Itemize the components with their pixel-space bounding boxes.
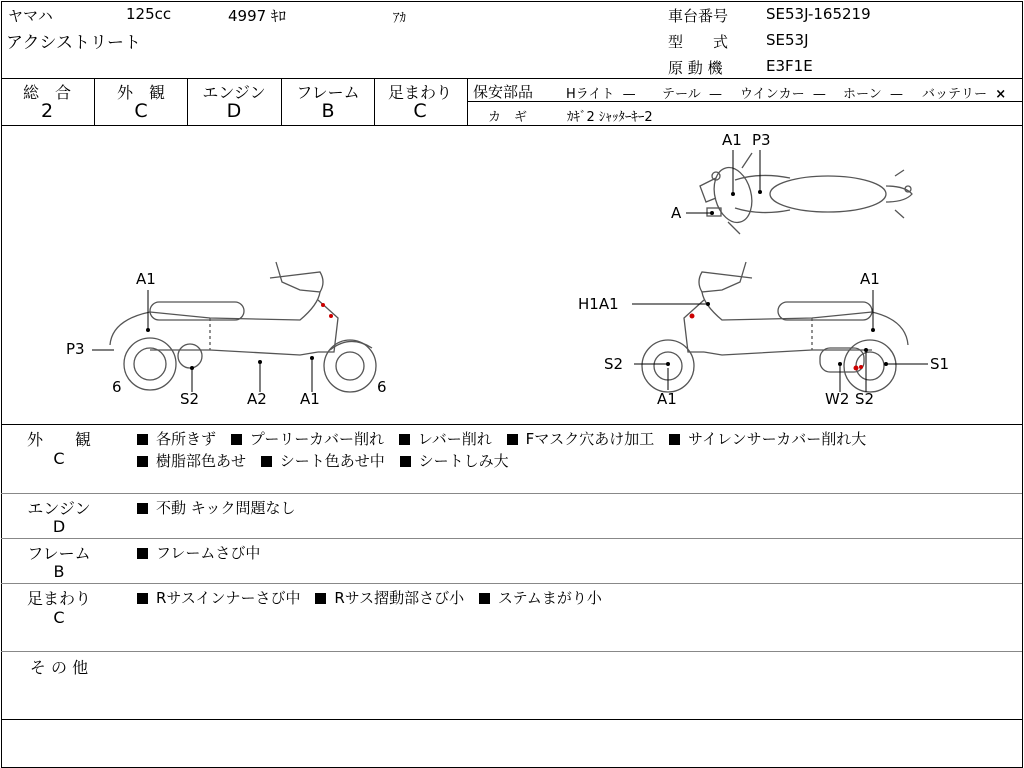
maker: ヤマハ [8, 7, 53, 25]
safety-horn: ホーン — [843, 87, 904, 102]
grade-suspension-label: 足まわり [387, 83, 452, 102]
label-top-a1: A1 [722, 131, 742, 149]
remarks-engine-line: 不動 キック問題なし [137, 497, 305, 518]
color: ｱｶ [393, 11, 406, 26]
divider [467, 78, 468, 125]
label-left-a1: A1 [136, 270, 156, 288]
label-right-a1b: A1 [657, 390, 677, 408]
grade-overall-label: 総 合 [22, 83, 71, 102]
grade-exterior-label: 外 観 [116, 83, 165, 102]
label-left-p3: P3 [66, 340, 85, 358]
label-right-s2b: S2 [855, 390, 875, 408]
grade-exterior: C [134, 100, 148, 122]
remarks-frame-label: フレーム [27, 544, 91, 563]
remarks-susp-grade: C [53, 608, 65, 627]
grade-suspension: C [413, 100, 427, 122]
label-top-a: A [671, 204, 682, 222]
divider [1, 651, 1022, 652]
safety-battery: バッテリー × [922, 87, 1007, 102]
remarks-engine-label: エンジン [27, 499, 91, 518]
remarks-susp-label: 足まわり [26, 589, 91, 608]
grade-frame: B [321, 100, 335, 122]
type-value: SE53J [766, 31, 809, 49]
divider [1, 493, 1022, 494]
label-right-s2: S2 [604, 355, 624, 373]
divider [1, 424, 1022, 425]
damage-marks [321, 303, 863, 371]
key-label: カ ギ [488, 110, 528, 125]
label-right-h1a1: H1A1 [578, 295, 619, 313]
remarks-frame-grade: B [53, 562, 65, 581]
engine-label: 原 動 機 [668, 59, 723, 77]
type-label: 型 式 [668, 33, 729, 51]
remarks-exterior-line1: 各所きず プーリーカバー削れ レバー削れ Fマスク穴あけ加工 サイレンサーカバー削れ大 [137, 428, 876, 449]
label-left-a1b: A1 [300, 390, 320, 408]
label-left-6a: 6 [112, 378, 122, 396]
label-left-a2: A2 [247, 390, 267, 408]
label-right-s1: S1 [930, 355, 950, 373]
divider [1, 538, 1022, 539]
remarks-susp-line: Rサスインナーさび中 Rサス摺動部さび小 ステムまがり小 [137, 587, 612, 608]
label-right-a1: A1 [860, 270, 880, 288]
grade-engine: D [226, 100, 242, 122]
safety-tail: テール — [662, 87, 723, 102]
divider [1, 78, 1022, 79]
label-right-w2: W2 [825, 390, 850, 408]
remarks-other-label: そ の 他 [29, 658, 89, 677]
label-top-p3: P3 [752, 131, 771, 149]
remarks-exterior-label: 外 観 [26, 430, 91, 449]
safety-winker: ウインカー — [740, 87, 826, 102]
model-name: アクシストリート [6, 33, 141, 53]
mileage: 4997 ｷﾛ [228, 7, 286, 25]
label-left-s2: S2 [180, 390, 200, 408]
safety-label: 保安部品 [473, 83, 534, 101]
grade-overall: 2 [40, 100, 54, 122]
displacement: 125cc [126, 5, 172, 23]
key-value: ｶｷﾞ2 ｼｬｯﾀｰｷｰ2 [567, 110, 653, 125]
grade-engine-label: エンジン [202, 83, 266, 102]
remarks-exterior-grade: C [53, 449, 65, 468]
remarks-exterior-line2: 樹脂部色あせ シート色あせ中 シートしみ大 [137, 450, 519, 471]
divider [1, 719, 1022, 720]
frame-no: SE53J-165219 [766, 5, 871, 23]
remarks-frame-line: フレームさび中 [137, 542, 270, 563]
remarks-engine-grade: D [52, 517, 66, 536]
grade-frame-label: フレーム [296, 83, 360, 102]
divider [1, 583, 1022, 584]
engine-value: E3F1E [766, 57, 813, 75]
label-left-6b: 6 [377, 378, 387, 396]
frame-no-label: 車台番号 [668, 7, 729, 25]
safety-headlight: Hライト — [566, 87, 636, 102]
